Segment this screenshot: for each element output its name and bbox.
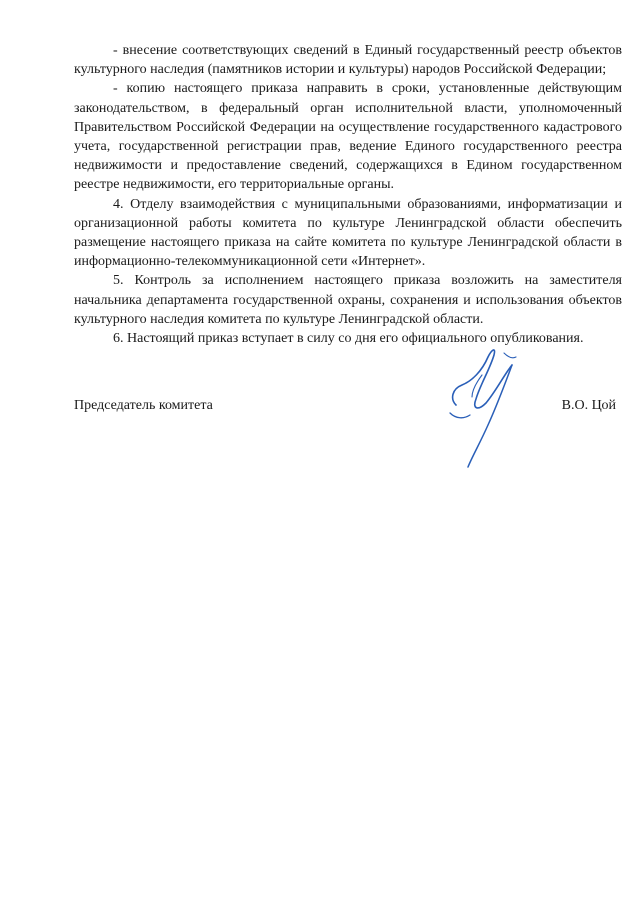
paragraph-copy-to-authority: - копию настоящего приказа направить в сроки, установленные действующим законодательством, в федеральный орган исполнительной власти, уполномоченный Правительством Российской Федерации на осуществление государственного кадастрового учета, государственной регистрации прав, ведение Единого государственного реестра недвижимости и предоставление сведений, содержащихся в Едином государственном реестре недвижимости, его территориальные органы.	[74, 81, 622, 193]
paragraph-item-5: 5. Контроль за исполнением настоящего приказа возложить на заместителя начальника департамента государственной охраны, сохранения и использования объектов культурного наследия комитета по культуре Ленинградской области.	[74, 273, 622, 327]
paragraph-item-4: 4. Отделу взаимодействия с муниципальными образованиями, информатизации и организационной работы комитета по культуре Ленинградской области обеспечить размещение настоящего приказа на сайте комитета по культуре Ленинградской области в информационно-телекоммуникационной сети «Интернет».	[74, 196, 622, 270]
signer-title: Председатель комитета	[74, 398, 213, 413]
handwritten-signature	[442, 345, 526, 471]
paragraph-register-entry: - внесение соответствующих сведений в Единый государственный реестр объектов культурного наследия (памятников истории и культуры) народов Российской Федерации;	[74, 43, 622, 78]
signer-name: В.О. Цой	[561, 398, 616, 413]
paragraph-item-6: 6. Настоящий приказ вступает в силу со дня его официального опубликования.	[113, 331, 584, 347]
document-body	[74, 41, 622, 348]
signature-block	[74, 396, 622, 420]
